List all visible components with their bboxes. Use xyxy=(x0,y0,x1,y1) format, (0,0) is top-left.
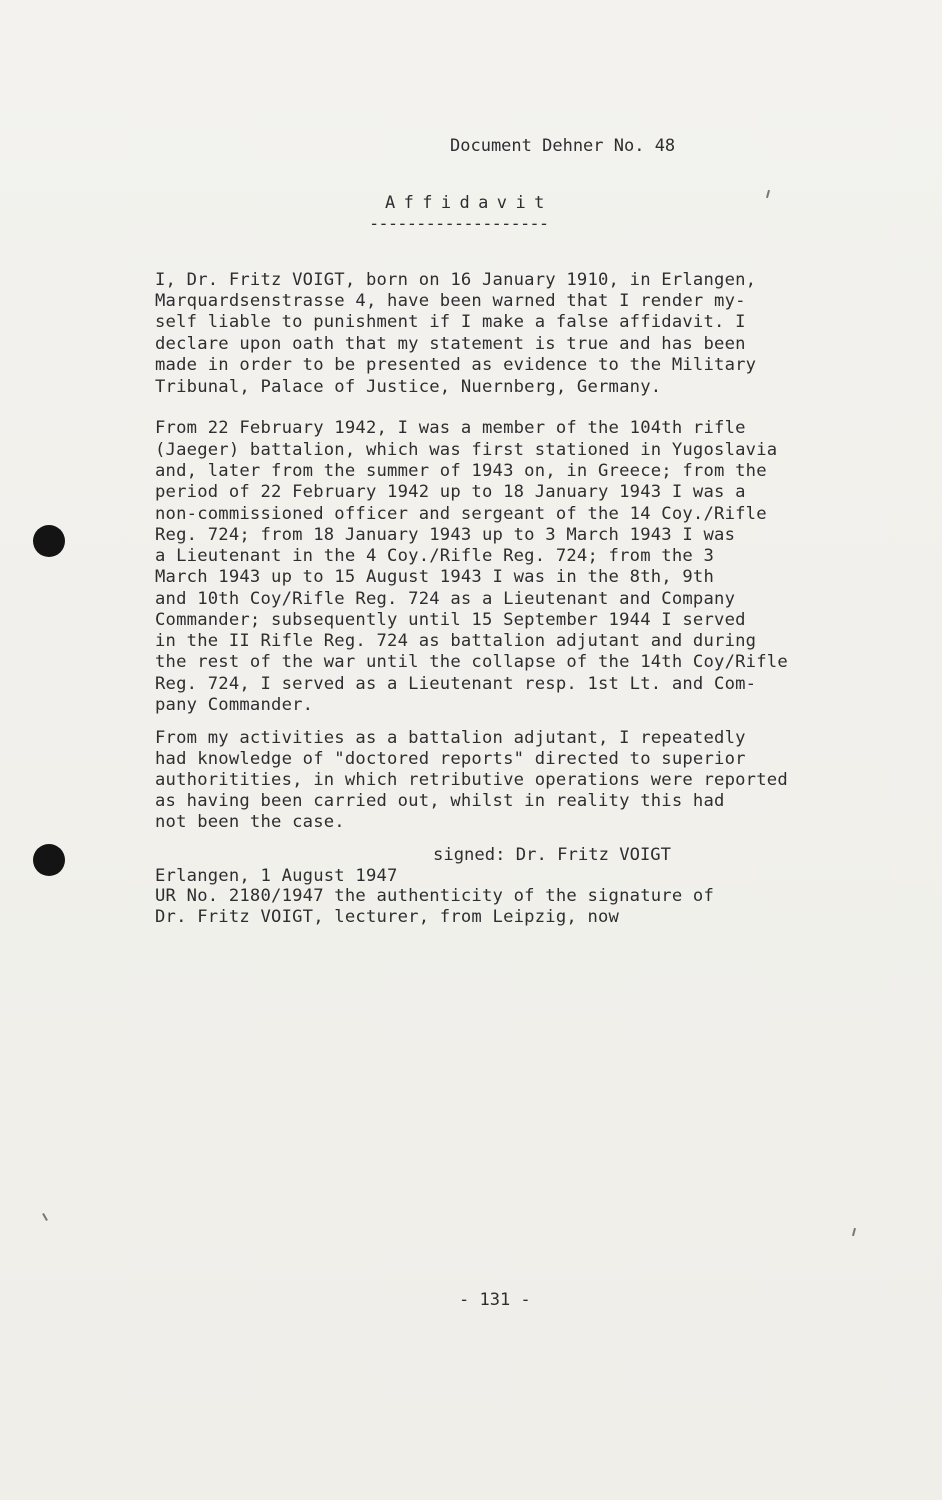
punch-hole-bottom xyxy=(33,844,65,876)
text-line: Reg. 724; from 18 January 1943 up to 3 March 1943 I was xyxy=(155,525,736,545)
text-line: Erlangen, 1 August 1947 xyxy=(155,866,398,886)
paper-mark xyxy=(852,1228,856,1236)
document-reference: Document Dehner No. 48 xyxy=(450,136,676,156)
text-line: March 1943 up to 15 August 1943 I was in the 8th, 9th xyxy=(155,567,715,587)
document-title: Affidavit xyxy=(385,193,553,213)
text-line: From my activities as a battalion adjutant, I repeatedly xyxy=(155,728,746,748)
text-line: self liable to punishment if I make a false affidavit. I xyxy=(155,312,746,332)
text-line: declare upon oath that my statement is true and has been xyxy=(155,334,746,354)
text-line: non-commissioned officer and sergeant of the 14 Coy./Rifle xyxy=(155,504,767,524)
text-line: had knowledge of "doctored reports" directed to superior xyxy=(155,749,746,769)
punch-hole-top xyxy=(33,525,65,557)
text-line: and, later from the summer of 1943 on, in Greece; from the xyxy=(155,461,767,481)
text-line: in the II Rifle Reg. 724 as battalion adjutant and during xyxy=(155,631,757,651)
title-underline: ------------------- xyxy=(369,214,549,234)
text-line: pany Commander. xyxy=(155,695,314,715)
page-number: - 131 - xyxy=(459,1290,531,1310)
text-line: Commander; subsequently until 15 September 1944 I served xyxy=(155,610,746,630)
paper-mark xyxy=(766,190,770,198)
signature-line: signed: Dr. Fritz VOIGT xyxy=(433,845,671,865)
text-line: (Jaeger) battalion, which was first stationed in Yugoslavia xyxy=(155,440,778,460)
text-line: not been the case. xyxy=(155,812,345,832)
text-line: the rest of the war until the collapse of the 14th Coy/Rifle xyxy=(155,652,788,672)
text-line: and 10th Coy/Rifle Reg. 724 as a Lieutenant and Company xyxy=(155,589,736,609)
text-line: From 22 February 1942, I was a member of the 104th rifle xyxy=(155,418,746,438)
text-line: a Lieutenant in the 4 Coy./Rifle Reg. 724; from the 3 xyxy=(155,546,715,566)
text-line: authoritities, in which retributive operations were reported xyxy=(155,770,788,790)
text-line: period of 22 February 1942 up to 18 January 1943 I was a xyxy=(155,482,746,502)
text-line: Marquardsenstrasse 4, have been warned that I render my- xyxy=(155,291,746,311)
text-line: Dr. Fritz VOIGT, lecturer, from Leipzig, now xyxy=(155,907,620,927)
text-line: made in order to be presented as evidence to the Military xyxy=(155,355,757,375)
text-line: UR No. 2180/1947 the authenticity of the signature of xyxy=(155,886,715,906)
paper-mark xyxy=(42,1213,48,1221)
text-line: I, Dr. Fritz VOIGT, born on 16 January 1910, in Erlangen, xyxy=(155,270,757,290)
text-line: Reg. 724, I served as a Lieutenant resp. 1st Lt. and Com- xyxy=(155,674,757,694)
text-line: as having been carried out, whilst in reality this had xyxy=(155,791,725,811)
text-line: Tribunal, Palace of Justice, Nuernberg, Germany. xyxy=(155,377,662,397)
